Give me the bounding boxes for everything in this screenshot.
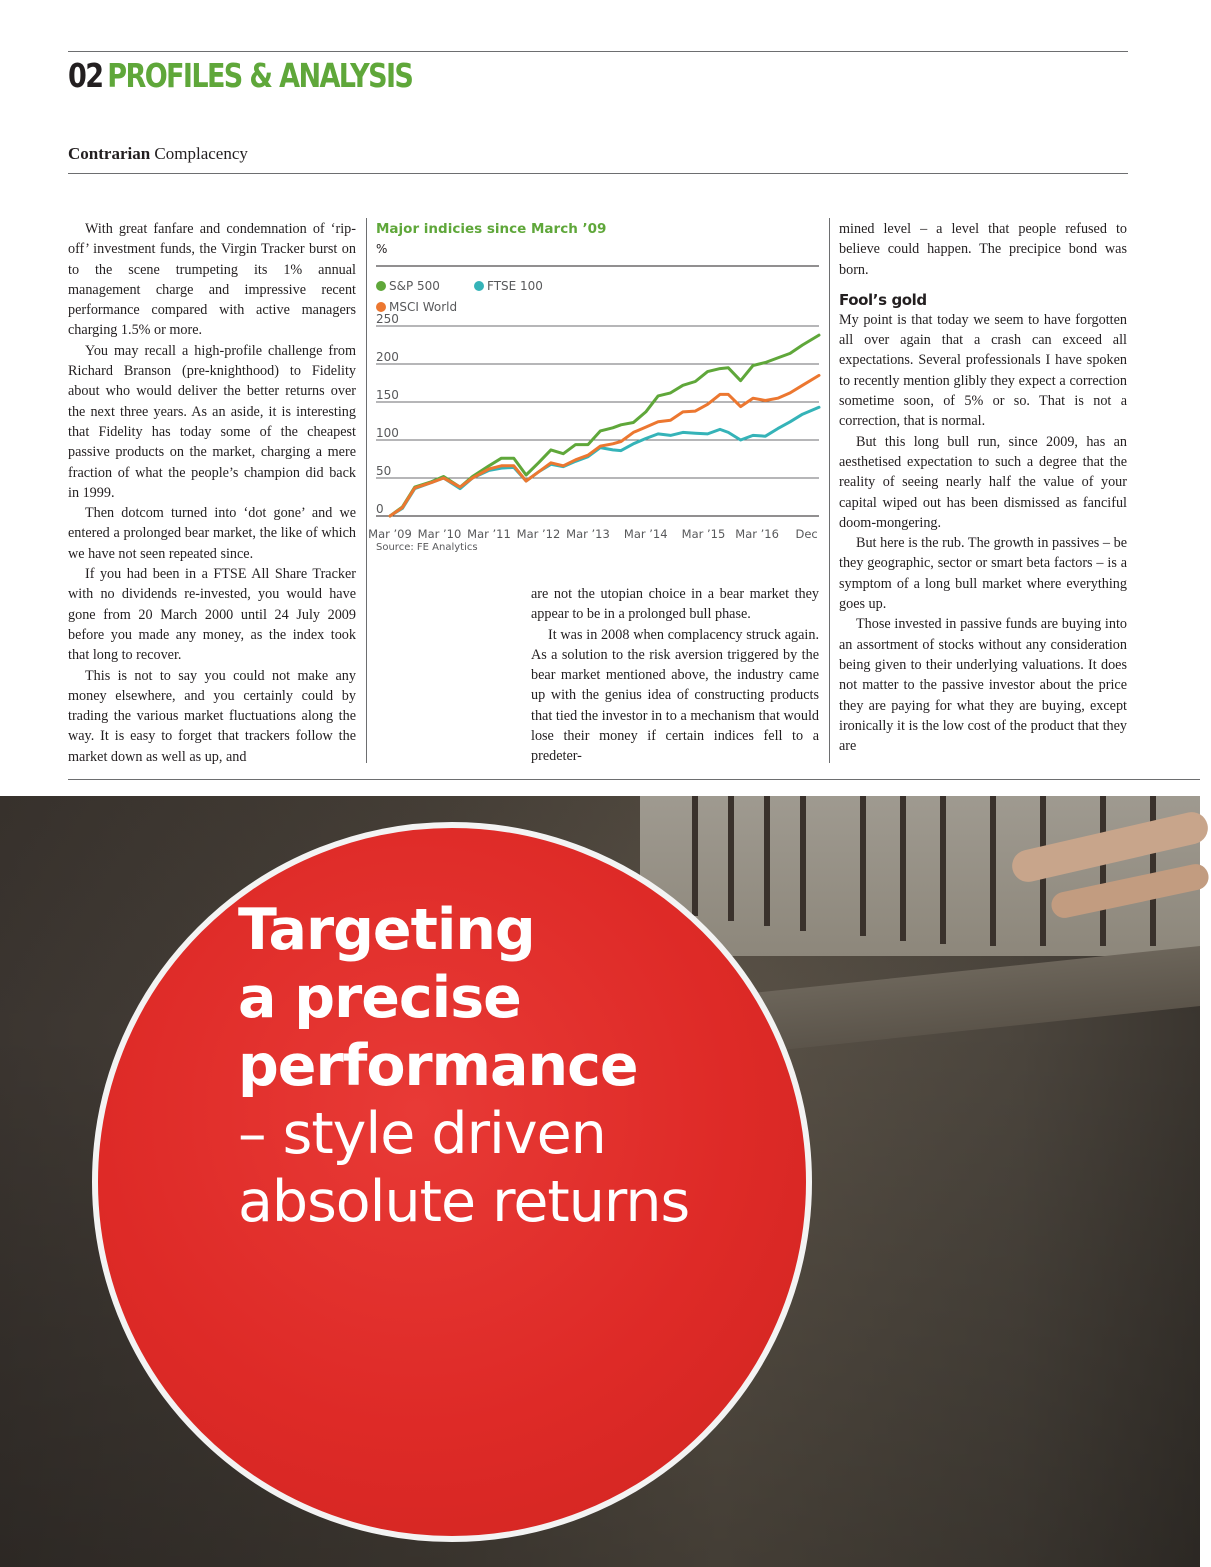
- window-bar: [900, 796, 906, 941]
- window-bar: [800, 796, 806, 931]
- paragraph: You may recall a high-profile challenge from Richard Branson (pre-knighthood) to Fidelity about who would deliver the better returns over the next three years. As an aside, it is interesting that Fidelity has today some of the cheapest passive products on the market, charging a mere fraction of what the people’s champion did back in 1999.: [68, 342, 356, 501]
- subheading: Fool’s gold: [839, 290, 927, 309]
- window-background: [640, 796, 1200, 956]
- paragraph: But here is the rub. The growth in passives – be they geographic, sector or smart beta factors – is a symptom of a long bull market where everything goes up.: [839, 535, 1127, 613]
- column-divider: [829, 218, 830, 763]
- paragraph: are not the utopian choice in a bear market they appear to be in a prolonged bull phase.: [531, 586, 819, 623]
- paragraph: But this long bull run, since 2009, has an aesthetised expectation to such a degree that the reality of seeing nearly half the value of your capital wiped out has been dismissed as fanciful doom-mongering.: [839, 433, 1127, 531]
- running-head-category: Contrarian: [68, 144, 151, 163]
- window-bar: [1150, 796, 1156, 946]
- x-tick-label: Dec: [795, 527, 818, 541]
- window-bar: [940, 796, 946, 944]
- section-number: 02: [68, 56, 103, 95]
- headline-line: performance: [238, 1033, 638, 1099]
- feature-headline: [238, 896, 689, 1236]
- x-tick-label: Mar ’09: [368, 527, 412, 541]
- headline-line: – style driven: [238, 1101, 606, 1167]
- series-line-ftse-100: [390, 407, 819, 516]
- feature-photo: [0, 796, 1200, 1567]
- y-tick-label: 0: [376, 502, 384, 516]
- x-tick-label: Mar ’12: [516, 527, 561, 541]
- legend-label: FTSE 100: [487, 279, 543, 293]
- paragraph: With great fanfare and condemnation of ‘rip-off’ investment funds, the Virgin Tracker burst on to the scene trumpeting its 1% annual management charge and impressive recent performance compared with active managers charging 1.5% or more.: [68, 221, 356, 339]
- headline-line: a precise: [238, 965, 521, 1031]
- x-tick-label: Mar ’13: [566, 527, 610, 541]
- x-tick-label: Mar ’15: [681, 527, 726, 541]
- y-tick-label: 100: [376, 426, 399, 440]
- x-tick-label: Mar ’11: [467, 527, 511, 541]
- window-bar: [728, 796, 734, 921]
- paragraph: My point is that today we seem to have forgotten all over again that a crash can exceed all expectations. Several professionals I have spoken to recently mention glibly they expect a correction sometime soon, of 5% or so. That is not a correction, that is normal.: [839, 311, 1127, 430]
- headline-line: Targeting: [238, 897, 535, 963]
- window-bar: [860, 796, 866, 936]
- x-tick-label: Mar ’16: [735, 527, 779, 541]
- chart-source: Source: FE Analytics: [376, 542, 478, 553]
- y-tick-label: 50: [376, 464, 392, 478]
- x-tick-label: Mar ’10: [417, 527, 462, 541]
- paragraph: If you had been in a FTSE All Share Tracker with no dividends re-invested, you would have gone from 20 March 2000 until 24 July 2009 before you made any money, as the index took that long to recover.: [68, 566, 356, 664]
- y-tick-label: 150: [376, 388, 399, 402]
- legend-label: MSCI World: [389, 300, 458, 314]
- column-divider: [366, 218, 367, 763]
- window-bar: [1100, 796, 1106, 946]
- y-tick-label: 250: [376, 312, 399, 326]
- chart-title: Major indicies since March ’09: [376, 221, 607, 237]
- section-name: PROFILES & ANALYSIS: [107, 56, 413, 95]
- paragraph: Those invested in passive funds are buying into an assortment of stocks without any consideration being given to their underlying valuations. It does not matter to the passive investor about the price they are paying for what they are buying, except ironically it is the low cost of the product that they are: [839, 616, 1127, 755]
- article-column-1: [68, 219, 356, 767]
- legend-label: S&P 500: [389, 279, 440, 293]
- section-header: [68, 56, 412, 96]
- top-rule: [68, 51, 1128, 52]
- chart-plot: [368, 218, 819, 543]
- x-tick-label: Mar ’14: [623, 527, 668, 541]
- chart-y-unit: %: [376, 242, 388, 256]
- head-rule: [68, 173, 1128, 174]
- article-column-3: [839, 219, 1127, 756]
- running-head-title: Complacency: [154, 144, 248, 163]
- bottom-rule: [68, 779, 1200, 780]
- paragraph: mined level – a level that people refused to believe could happen. The precipice bond was born.: [839, 221, 1127, 278]
- y-tick-label: 200: [376, 350, 399, 364]
- paragraph: Then dotcom turned into ‘dot gone’ and we entered a prolonged bear market, the like of which we have not seen repeated since.: [68, 505, 356, 562]
- window-bar: [764, 796, 770, 926]
- paragraph: This is not to say you could not make any money elsewhere, and you certainly could by trading the various market fluctuations along the way. It is easy to forget that trackers follow the market down as well as up, and: [68, 667, 356, 765]
- window-bar: [692, 796, 698, 916]
- series-line-s-p-500: [390, 335, 819, 516]
- indices-chart: [368, 218, 819, 558]
- series-line-msci-world: [390, 375, 819, 516]
- running-head: [68, 142, 248, 166]
- headline-line: absolute returns: [238, 1169, 690, 1235]
- paragraph: It was in 2008 when complacency struck again. As a solution to the risk aversion triggered by the bear market mentioned above, the industry came up with the genius idea of constructing products that tied the investor in to a mechanism that would lose their money if certain indices fell to a predeter-: [531, 626, 819, 765]
- window-bar: [990, 796, 996, 946]
- article-column-2: [531, 584, 819, 767]
